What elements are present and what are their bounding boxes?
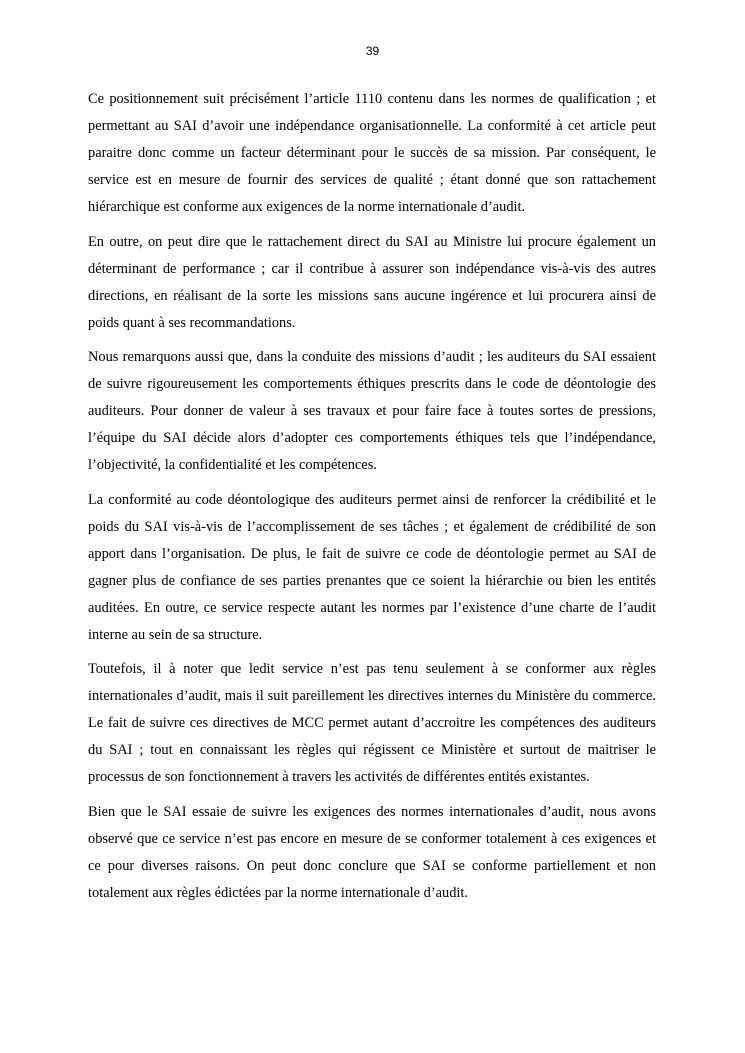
paragraph: Bien que le SAI essaie de suivre les exigences des normes internationales d’audit, nous avons observé que ce service n’est pas encore en mesure de se conformer totalement à ces exigences et ce pour diverses raisons. On peut donc conclure que SAI se conforme partiellement et non totalement aux règles édictées par la norme internationale d’audit.: [88, 803, 656, 901]
paragraph: Toutefois, il à noter que ledit service n’est pas tenu seulement à se conformer aux règles internationales d’audit, mais il suit pareillement les directives internes du Ministère du commerce. Le fait de suivre ces directives de MCC permet autant d’accroitre les compétences des auditeurs du SAI ; tout en connaissant les règles qui régissent ce Ministère et surtout de maitriser le processus de son fonctionnement à travers les activités de différentes entités existantes.: [88, 661, 656, 785]
body-text: [88, 86, 656, 914]
paragraph: Ce positionnement suit précisément l’article 1110 contenu dans les normes de qualification ; et permettant au SAI d’avoir une indépendance organisationnelle. La conformité à cet article peut paraitre donc comme un facteur déterminant pour le succès de sa mission. Par conséquent, le service est en mesure de fournir des services de qualité ; étant donné que son rattachement hiérarchique est conforme aux exigences de la norme internationale d’audit.: [88, 91, 656, 215]
paragraph: En outre, on peut dire que le rattachement direct du SAI au Ministre lui procure également un déterminant de performance ; car il contribue à assurer son indépendance vis-à-vis des autres directions, en réalisant de la sorte les missions sans aucune ingérence et lui procurera ainsi de poids quant à ses recommandations.: [88, 233, 656, 331]
page-number: 39: [365, 44, 380, 58]
paragraph: La conformité au code déontologique des auditeurs permet ainsi de renforcer la crédibilité et le poids du SAI vis-à-vis de l’accomplissement de ses tâches ; et également de crédibilité de son apport dans l’organisation. De plus, le fait de suivre ce code de déontologie permet au SAI de gagner plus de confiance de ses parties prenantes que ce soient la hiérarchie ou bien les entités auditées. En outre, ce service respecte autant les normes par l’existence d’une charte de l’audit interne au sein de sa structure.: [88, 491, 656, 643]
paragraph: Nous remarquons aussi que, dans la conduite des missions d’audit ; les auditeurs du SAI essaient de suivre rigoureusement les comportements éthiques prescrits dans le code de déontologie des auditeurs. Pour donner de valeur à ses travaux et pour faire face à toutes sortes de pressions, l’équipe du SAI décide alors d’adopter ces comportements éthiques tels que l’indépendance, l’objectivité, la confidentialité et les compétences.: [88, 349, 656, 473]
